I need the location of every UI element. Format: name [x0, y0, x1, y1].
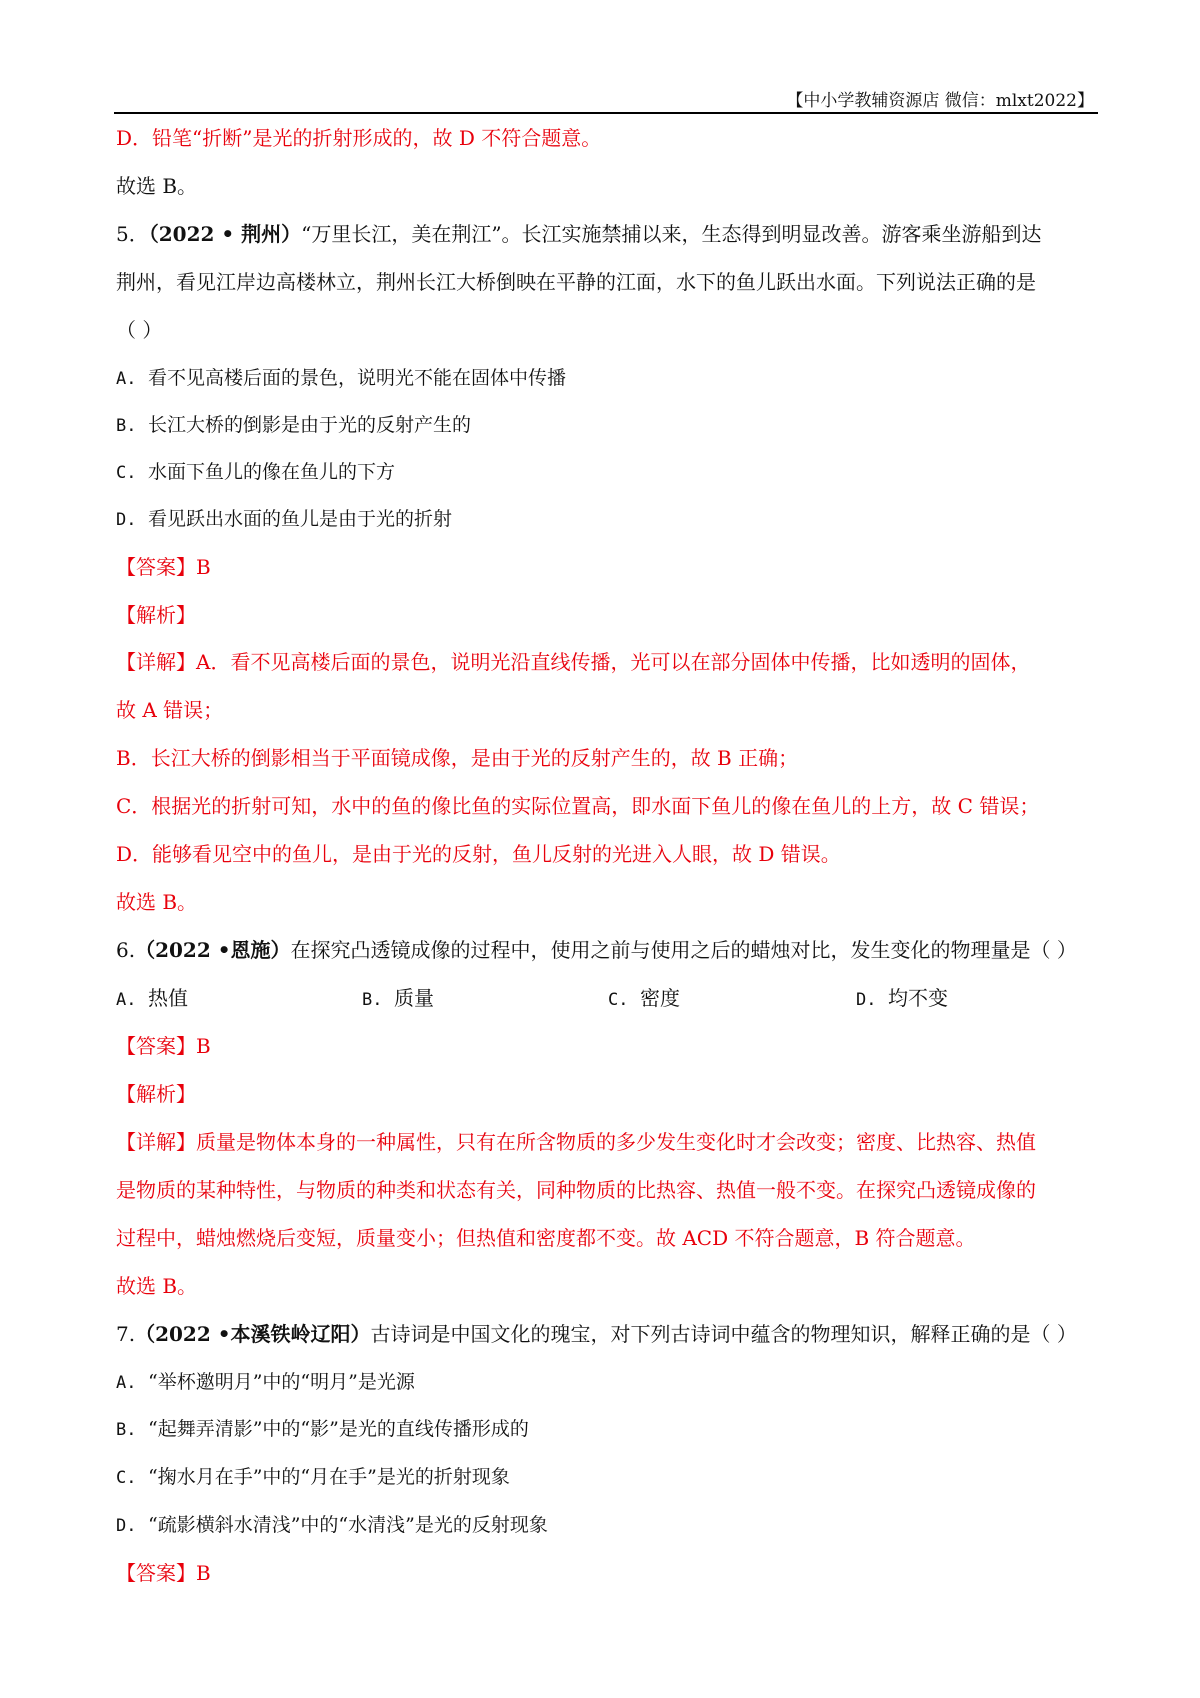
q5-stem-line-2: 荆州，看见江岸边高楼林立，荆州长江大桥倒映在平静的江面，水下的鱼儿跃出水面。下列说法正确的是 — [116, 270, 1036, 294]
option-label: A. — [116, 990, 137, 1010]
q7-option-c — [116, 1463, 510, 1492]
q6-detail-line-3: 过程中，蜡烛燃烧后变短，质量变小；但热值和密度都不变。故 ACD 不符合题意，B 符合题意。 — [116, 1226, 976, 1250]
q7-stem — [116, 1320, 1077, 1348]
option-text: “起舞弄清影”中的“影”是光的直线传播形成的 — [148, 1418, 529, 1440]
q6-option-d — [856, 984, 948, 1014]
option-label: D. — [116, 1516, 137, 1536]
q5-analysis-heading: 【解析】 — [116, 603, 196, 627]
q4-option-d-explanation: D．铅笔“折断”是光的折射形成的，故 D 不符合题意。 — [116, 126, 602, 150]
option-text: 水面下鱼儿的像在鱼儿的下方 — [148, 461, 396, 483]
q5-option-a — [116, 364, 566, 393]
q5-detail-line-2: 故 A 错误； — [116, 698, 224, 722]
q7-option-a — [116, 1368, 415, 1397]
option-label: D. — [116, 510, 137, 530]
q5-option-b — [116, 411, 471, 440]
q5-detail-line-3: B．长江大桥的倒影相当于平面镜成像，是由于光的反射产生的，故 B 正确； — [116, 746, 799, 770]
option-text: “举杯邀明月”中的“明月”是光源 — [148, 1371, 415, 1393]
q5-detail-line-5: D．能够看见空中的鱼儿，是由于光的反射，鱼儿反射的光进入人眼，故 D 错误。 — [116, 842, 841, 866]
header-text: 【中小学教辅资源店 微信：mlxt2022】 — [786, 91, 1094, 111]
option-text: 均不变 — [888, 986, 948, 1010]
option-text: 看见跃出水面的鱼儿是由于光的折射 — [148, 508, 453, 530]
option-label: B. — [116, 1420, 137, 1440]
option-label: B. — [362, 990, 383, 1010]
q6-detail-line-2: 是物质的某种特性，与物质的种类和状态有关，同种物质的比热容、热值一般不变。在探究凸透镜成像的 — [116, 1178, 1036, 1202]
option-text: “掬水月在手”中的“月在手”是光的折射现象 — [148, 1466, 510, 1488]
option-text: 长江大桥的倒影是由于光的反射产生的 — [148, 414, 472, 436]
q6-option-b — [362, 984, 434, 1014]
page-header — [114, 84, 1098, 114]
q5-stem-line-1 — [116, 220, 1042, 248]
q6-stem-text: 在探究凸透镜成像的过程中，使用之前与使用之后的蜡烛对比，发生变化的物理量是（ ） — [290, 938, 1077, 962]
option-text: “疏影横斜水清浅”中的“水清浅”是光的反射现象 — [148, 1514, 548, 1536]
q5-detail-line-4: C．根据光的折射可知，水中的鱼的像比鱼的实际位置高，即水面下鱼儿的像在鱼儿的上方，故 C 错误； — [116, 794, 1040, 818]
q6-source: （2022 •恩施） — [135, 938, 291, 962]
q7-option-d — [116, 1511, 548, 1540]
q6-analysis-heading: 【解析】 — [116, 1082, 196, 1106]
q7-number: 7. — [116, 1322, 136, 1346]
q7-stem-text: 古诗词是中国文化的瑰宝，对下列古诗词中蕴含的物理知识，解释正确的是（ ） — [370, 1322, 1077, 1346]
q5-option-c — [116, 458, 395, 487]
q7-source: （2022 •本溪铁岭辽阳） — [135, 1322, 371, 1346]
q5-answer: 【答案】B — [116, 555, 211, 579]
q6-detail-tag: 【详解】 — [116, 1130, 196, 1154]
q6-option-c — [608, 984, 680, 1014]
option-label: D. — [856, 990, 877, 1010]
q6-stem — [116, 936, 1077, 964]
option-text: 看不见高楼后面的景色，说明光不能在固体中传播 — [148, 367, 567, 389]
q6-choose: 故选 B。 — [116, 1274, 198, 1298]
option-text: 密度 — [640, 986, 680, 1010]
q5-detail-tag: 【详解】 — [116, 650, 196, 674]
option-label: A. — [116, 369, 137, 389]
q5-blank: （ ） — [116, 318, 163, 342]
q5-choose: 故选 B。 — [116, 890, 198, 914]
option-label: C. — [116, 1468, 137, 1488]
option-label: B. — [116, 416, 137, 436]
q6-option-a — [116, 984, 188, 1014]
q6-number: 6. — [116, 938, 136, 962]
option-label: C. — [608, 990, 629, 1010]
option-label: A. — [116, 1373, 137, 1393]
q5-option-d — [116, 505, 452, 534]
q7-option-b — [116, 1415, 529, 1444]
q4-choose: 故选 B。 — [116, 174, 198, 198]
q7-answer: 【答案】B — [116, 1561, 211, 1585]
q6-answer: 【答案】B — [116, 1034, 211, 1058]
q5-detail-text-1: A．看不见高楼后面的景色，说明光沿直线传播，光可以在部分固体中传播，比如透明的固体， — [196, 650, 1031, 674]
option-label: C. — [116, 463, 137, 483]
q6-detail-text-1: 质量是物体本身的一种属性，只有在所含物质的多少发生变化时才会改变；密度、比热容、热值 — [196, 1130, 1036, 1154]
q5-detail-line-1 — [116, 648, 1030, 676]
option-text: 热值 — [148, 986, 188, 1010]
q5-stem-text-1: “万里长江，美在荆江”。长江实施禁捕以来，生态得到明显改善。游客乘坐游船到达 — [301, 222, 1042, 246]
option-text: 质量 — [394, 986, 434, 1010]
q5-source: （2022 • 荆州） — [148, 222, 302, 246]
q5-number: 5． — [116, 222, 149, 246]
q6-detail-line-1 — [116, 1128, 1036, 1156]
